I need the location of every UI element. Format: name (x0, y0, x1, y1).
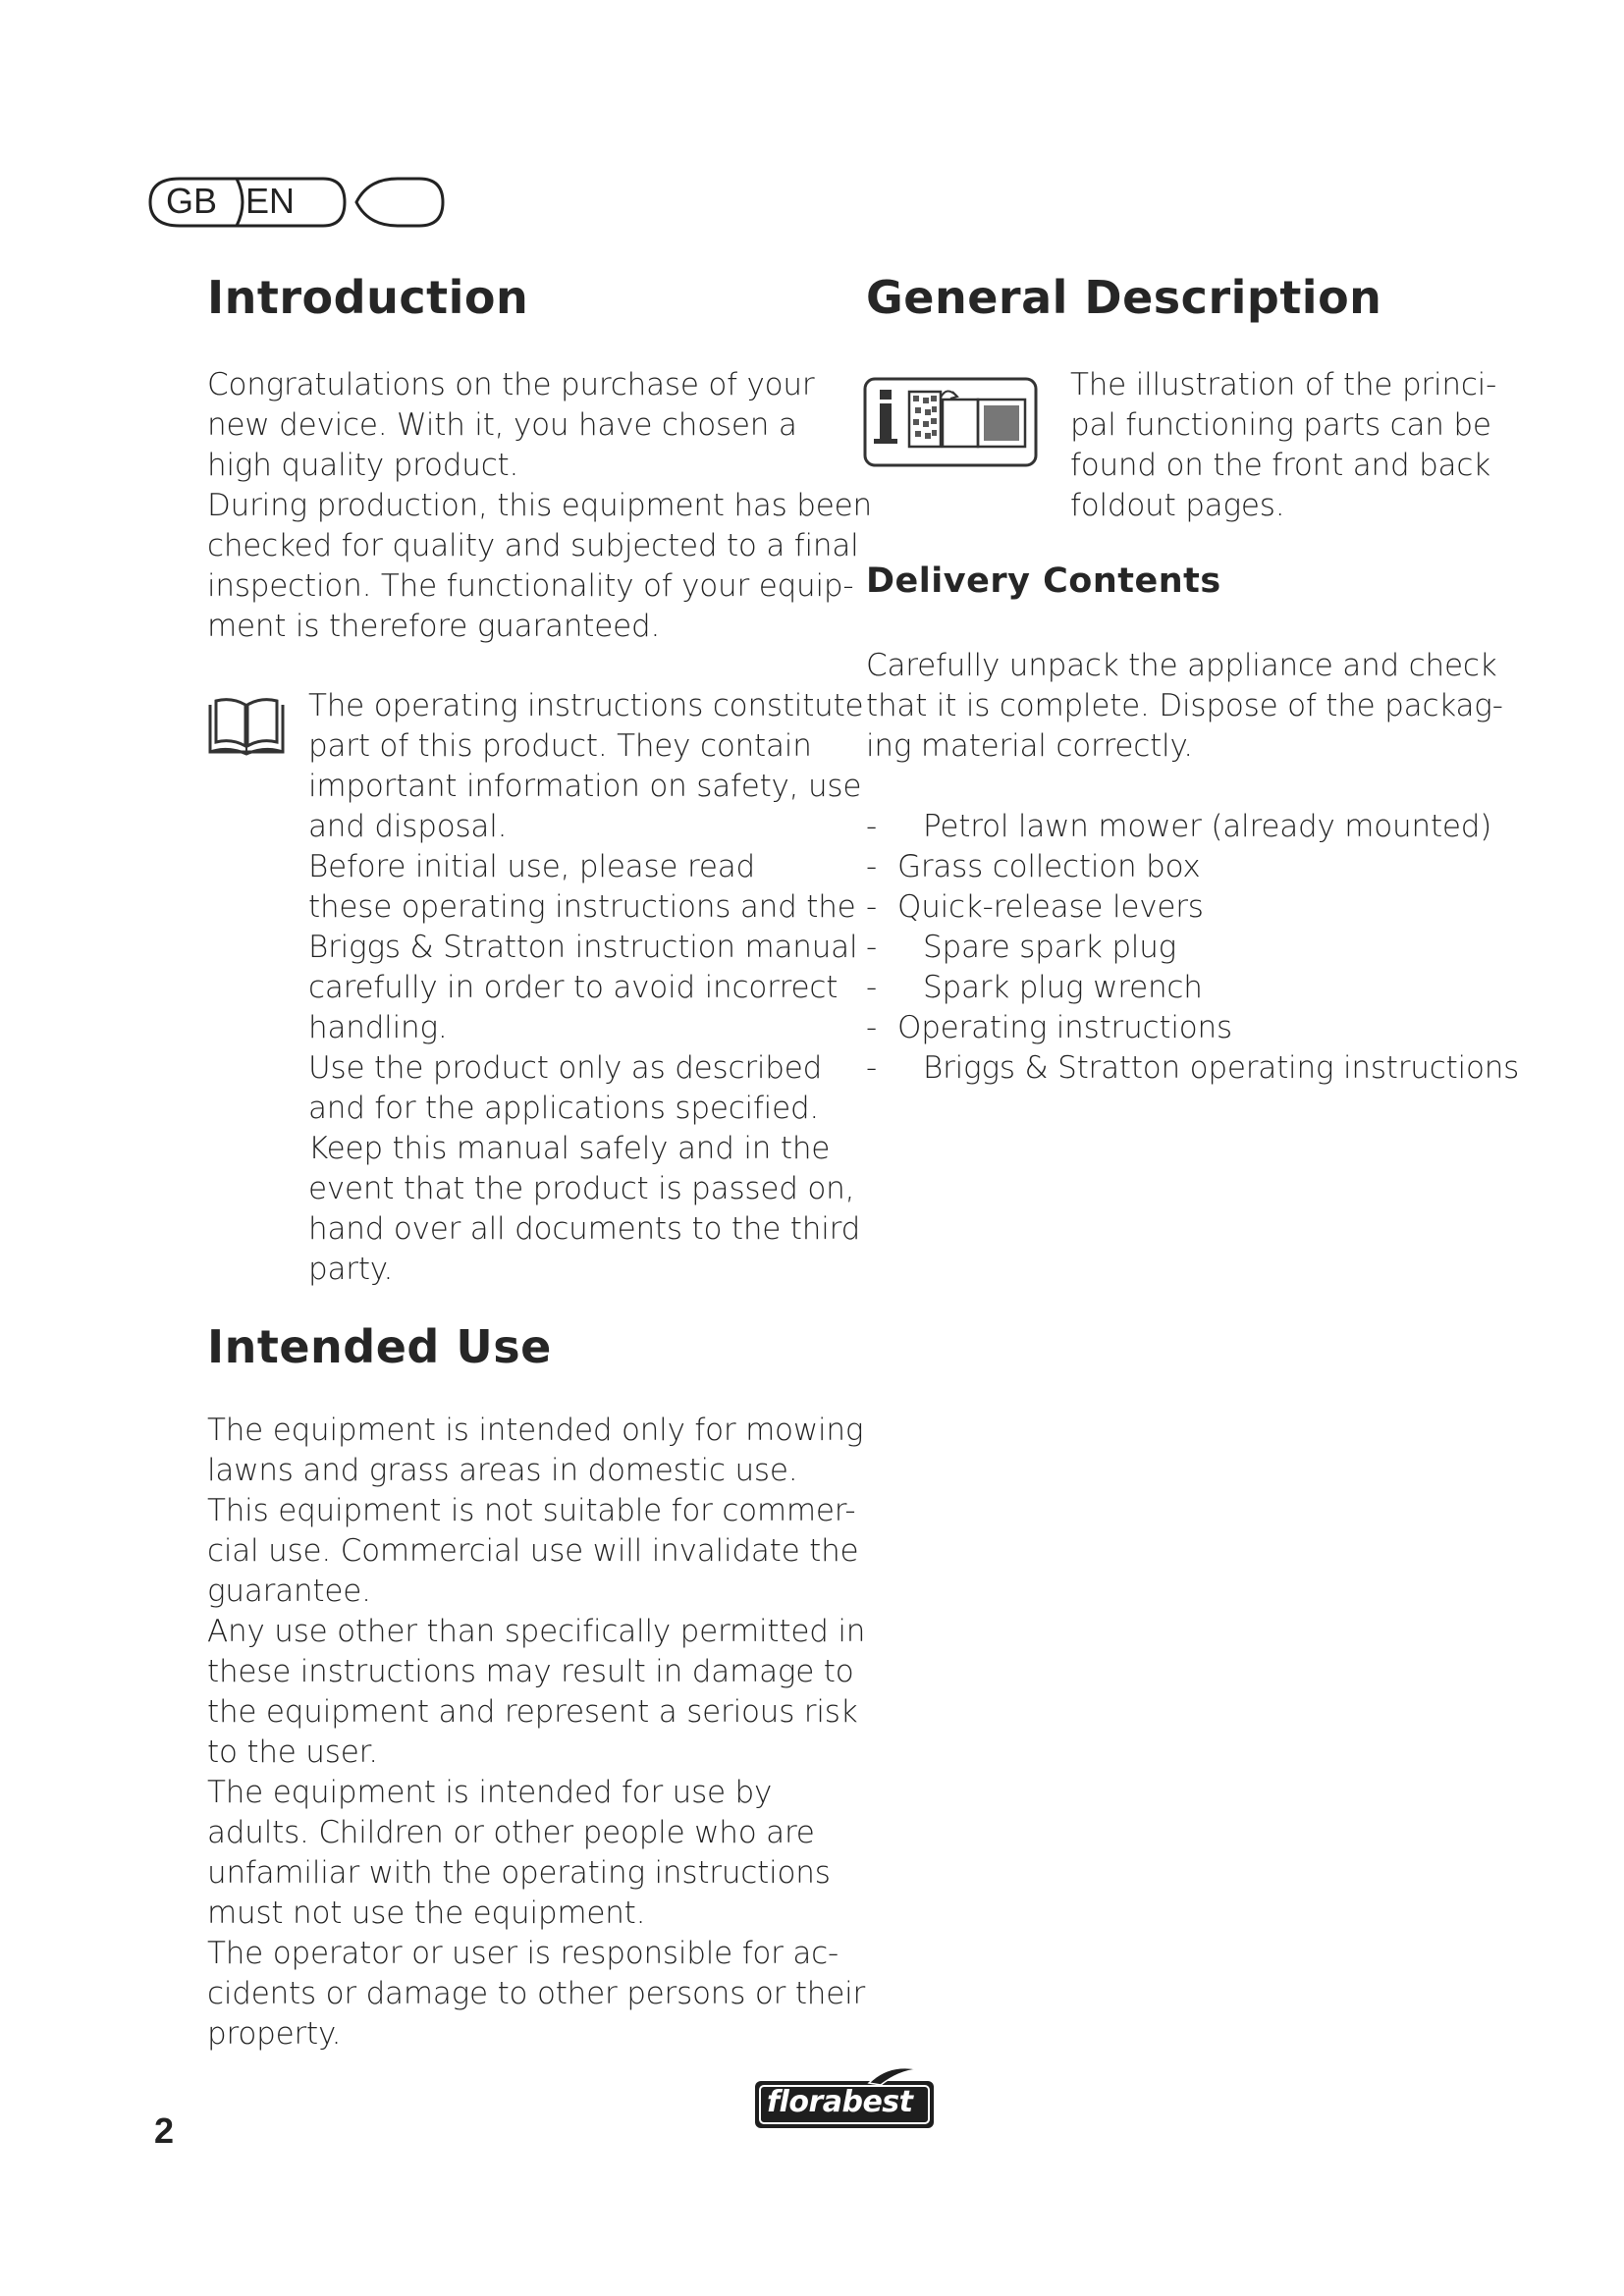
text-line: lawns and grass areas in domestic use. (207, 1453, 798, 1488)
text-line: ment is therefore guaranteed. (207, 609, 661, 644)
text-line: The equipment is intended for use by (207, 1775, 773, 1810)
text-line: the equipment and represent a serious risk (207, 1694, 858, 1730)
introduction-heading: Introduction (207, 271, 529, 324)
text-line: these operating instructions and the (308, 889, 856, 925)
text-line: that it is complete. Dispose of the packag- (866, 688, 1503, 723)
text-line: high quality product. (207, 448, 519, 483)
text-line: Briggs & Stratton instruction manual (308, 930, 858, 965)
info-foldout-icon (862, 376, 1039, 468)
text-line: to the user. (207, 1735, 378, 1770)
text-line: hand over all documents to the third (308, 1211, 861, 1247)
text-line: carefully in order to avoid incorrect (308, 970, 839, 1005)
text-line: these instructions may result in damage to (207, 1654, 854, 1689)
language-tab-en: EN (245, 181, 296, 221)
text-line: Carefully unpack the appliance and check (866, 648, 1497, 683)
text-line: handling. (308, 1010, 448, 1045)
operating-instructions-note (308, 686, 863, 1290)
text-line: Congratulations on the purchase of your (207, 367, 815, 402)
text-line: checked for quality and subjected to a final (207, 528, 859, 563)
list-item: - Grass collection box (866, 849, 1201, 884)
text-line: The illustration of the princi- (1070, 367, 1497, 402)
intended-use-paragraph (207, 1411, 865, 2055)
delivery-intro (866, 646, 1503, 767)
book-icon (204, 697, 289, 760)
text-line: property. (207, 2016, 342, 2052)
introduction-paragraph (207, 365, 872, 647)
text-line: The operating instructions constitute (308, 688, 864, 723)
delivery-list (866, 807, 1519, 1089)
text-line: The operator or user is responsible for ac- (207, 1936, 839, 1971)
text-line: new device. With it, you have chosen a (207, 407, 797, 443)
language-tabs (140, 173, 455, 232)
florabest-logo (751, 2063, 938, 2132)
text-line: cial use. Commercial use will invalidate the (207, 1533, 859, 1569)
text-line: Use the product only as described (308, 1050, 823, 1086)
text-line: foldout pages. (1070, 488, 1285, 523)
text-line: and for the applications specified. (308, 1091, 820, 1126)
text-line: and disposal. (308, 809, 508, 844)
text-line: ing material correctly. (866, 728, 1193, 764)
list-item: - Quick-release levers (866, 889, 1204, 925)
general-description-heading: General Description (866, 271, 1382, 324)
text-line: This equipment is not suitable for commer- (207, 1493, 856, 1528)
text-line: cidents or damage to other persons or their (207, 1976, 866, 2011)
list-item: - Spare spark plug (866, 930, 1177, 965)
text-line: inspection. The functionality of your equip- (207, 568, 854, 604)
text-line: Any use other than specifically permitted in (207, 1614, 866, 1649)
page-number: 2 (154, 2110, 175, 2151)
text-line: part of this product. They contain (308, 728, 812, 764)
intended-use-heading: Intended Use (207, 1320, 552, 1373)
list-item: - Operating instructions (866, 1010, 1232, 1045)
text-line: event that the product is passed on, (308, 1171, 855, 1206)
text-line: During production, this equipment has been (207, 488, 872, 523)
text-line: pal functioning parts can be (1070, 407, 1491, 443)
brand-name: florabest (767, 2085, 913, 2119)
list-item: - Petrol lawn mower (already mounted) (866, 809, 1492, 844)
text-line: guarantee. (207, 1574, 371, 1609)
language-tab-gb: GB (166, 181, 218, 221)
text-line: important information on safety, use (308, 769, 862, 804)
text-line: Keep this manual safely and in the (308, 1131, 831, 1166)
list-item: - Briggs & Stratton operating instructions (866, 1050, 1520, 1086)
list-item: - Spark plug wrench (866, 970, 1203, 1005)
delivery-contents-heading: Delivery Contents (866, 561, 1221, 601)
text-line: unfamiliar with the operating instructions (207, 1855, 831, 1891)
text-line: must not use the equipment. (207, 1896, 646, 1931)
general-description-text (1070, 365, 1496, 526)
text-line: Before initial use, please read (308, 849, 755, 884)
text-line: found on the front and back (1070, 448, 1490, 483)
text-line: adults. Children or other people who are (207, 1815, 815, 1850)
text-line: party. (308, 1252, 394, 1287)
text-line: The equipment is intended only for mowing (207, 1413, 864, 1448)
